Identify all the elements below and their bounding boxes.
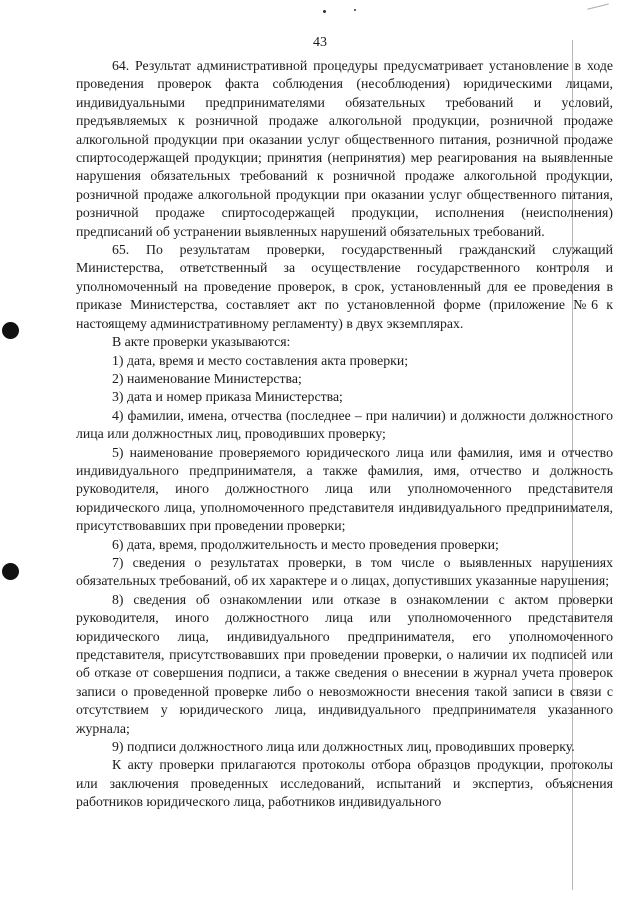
list-item-2: 2) наименование Министерства; [112, 370, 302, 386]
list-item-1: 1) дата, время и место составления акта проверки; [112, 352, 409, 368]
hole-punch [2, 563, 19, 580]
scan-speck [323, 10, 326, 13]
list-item-3: 3) дата и номер приказа Министерства; [112, 389, 343, 405]
scan-mark [587, 3, 611, 17]
list-item-8: 8) сведения об ознакомлении или отказе в ознакомлении с актом проверки руководителя, иного должностного лица или уполномоченного представителя юридического лица, индивидуального предпринимателя, его уполномоченного представителя, присутствовавших при проведении проверки, о наличии их подписей или об отказе от совершения подписи, а также сведения о внесении в журнал учета проверок записи о проведенной проверке либо о невозможности внесения такой записи в связи с отсутствием у юридического лица, индивидуального предпринимателя указанного журнала; [76, 591, 613, 736]
act-contents-intro: В акте проверки указываются: [112, 334, 291, 350]
list-item-9: 9) подписи должностного лица или должностных лиц, проводивших проверку. [112, 739, 575, 755]
paragraph-64: 64. Результат административной процедуры предусматривает установление в ходе проведения проверок факта соблюдения (несоблюдения) юридическими лицами, индивидуальными предпринимателями обязательных требований и условий, предъявляемых к розничной продаже алкогольной продукции, розничной продаже алкогольной продукции при оказании услуг общественного питания, розничной продаже спиртосодержащей продукции; принятия (непринятия) мер реагирования на выявленные нарушения обязательных требований к розничной продаже алкогольной продукции, розничной продаже алкогольной продукции при оказании услуг общественного питания, розничной продаже спиртосодержащей продукции, исполнения (неисполнения) предписаний об устранении выявленных нарушений обязательных требований. [76, 58, 613, 239]
paragraph-65: 65. По результатам проверки, государственный гражданский служащий Министерства, ответственный за осуществление государственного контроля и уполномоченный на проведение проверок, в срок, установленный для ее проведения в приказе Министерства, составляет акт по установленной форме (приложение №6 к настоящему административному регламенту) в двух экземплярах. [76, 242, 613, 331]
document-body [76, 57, 613, 812]
list-item-4: 4) фамилии, имена, отчества (последнее – при наличии) и должности должностного лица или должностных лиц, проводивших проверку; [76, 407, 613, 442]
page-number: 43 [313, 35, 327, 50]
attachments-paragraph: К акту проверки прилагаются протоколы отбора образцов продукции, протоколы или заключения проведенных исследований, испытаний и экспертиз, объяснения работников юридического лица, работников индивидуального [76, 757, 613, 810]
scan-speck [354, 9, 356, 11]
hole-punch [2, 322, 19, 339]
list-item-7: 7) сведения о результатах проверки, в том числе о выявленных нарушениях обязательных требований, об их характере и о лицах, допустивших указанные нарушения; [76, 554, 613, 589]
list-item-6: 6) дата, время, продолжительность и место проведения проверки; [112, 536, 499, 552]
list-item-5: 5) наименование проверяемого юридического лица или фамилия, имя и отчество индивидуального предпринимателя, а также фамилия, имя, отчество и должность руководителя, иного должностного лица или уполномоченного представителя юридического лица, уполномоченного представителя индивидуального предпринимателя, присутствовавших при проведении проверки; [76, 444, 613, 534]
